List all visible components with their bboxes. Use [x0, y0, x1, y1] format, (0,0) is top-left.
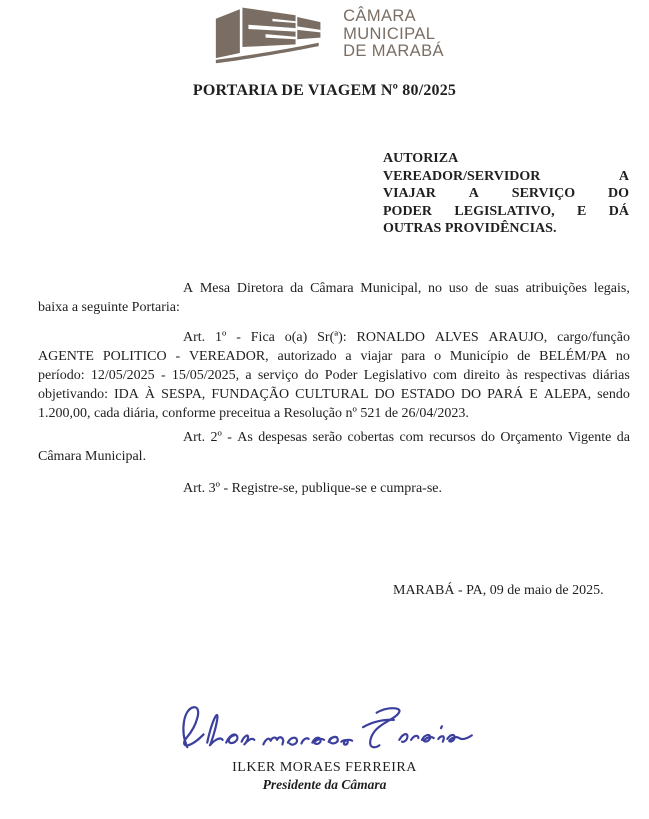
- text-line: objetivando: IDA À SESPA, FUNDAÇÃO CULTURAL DO ESTADO DO PARÁ E ALEPA, sendo: [38, 386, 630, 402]
- text-line: Art. 1º - Fica o(a) Sr(ª): RONALDO ALVES ARAUJO, cargo/função: [183, 329, 630, 345]
- signature-stroke: [328, 736, 337, 743]
- signature-stroke: [341, 739, 352, 744]
- ementa-line: AUTORIZA: [383, 151, 459, 166]
- text-line: A Mesa Diretora da Câmara Municipal, no uso de suas atribuições legais,: [183, 280, 630, 296]
- signature-stroke: [207, 714, 222, 744]
- logo-line-1: CÂMARA: [343, 7, 417, 25]
- logo-line-2: MUNICIPAL: [343, 24, 436, 43]
- text-line: 1.200,00, cada diária, conforme preceitua a Resolução nº 521 de 26/04/2023.: [38, 405, 469, 421]
- ementa-block: [383, 150, 629, 238]
- signature-stroke: [312, 737, 324, 743]
- signature-stroke: [447, 734, 471, 741]
- article-1-paragraph: [38, 328, 630, 423]
- signature-block: [0, 700, 649, 793]
- text-line: Câmara Municipal.: [38, 448, 147, 464]
- ementa-line: VEREADOR/SERVIDOR A: [383, 168, 629, 184]
- signer-name: ILKER MORAES FERREIRA: [232, 759, 417, 775]
- signature-stroke: [301, 738, 308, 743]
- article-2-paragraph: [38, 428, 630, 466]
- logo-wordmark: [343, 5, 444, 61]
- text-line: baixa a seguinte Portaria:: [38, 299, 180, 315]
- text-line: Art. 3º - Registre-se, publique-se e cumpra-se.: [183, 480, 442, 496]
- signature-stroke: [438, 736, 444, 741]
- signature-stroke: [226, 734, 237, 743]
- signature-stroke: [421, 734, 433, 741]
- ementa-line: PODER LEGISLATIVO, E DÁ: [383, 203, 629, 219]
- signature-stroke: [263, 737, 283, 744]
- article-3-paragraph: [38, 479, 630, 498]
- document-title: PORTARIA DE VIAGEM Nº 80/2025: [192, 82, 457, 99]
- letterhead: [0, 0, 649, 65]
- text-line: AGENTE POLITICO - VEREADOR, autorizado a viajar para o Município de BELÉM/PA no: [38, 348, 630, 364]
- signer-role: Presidente da Câmara: [262, 776, 387, 792]
- logo-line-3: DE MARABÁ: [343, 42, 444, 60]
- text-line: período: 12/05/2025 - 15/05/2025, a serviço do Poder Legislativo com direito às respectivas diárias: [38, 367, 630, 383]
- document-body: [38, 279, 630, 498]
- signature-stroke: [411, 735, 418, 739]
- camara-building-icon: [205, 5, 333, 65]
- text-line: Art. 2º - As despesas serão cobertas com recursos do Orçamento Vigente da: [183, 429, 630, 445]
- place-date-line: MARABÁ - PA, 09 de maio de 2025.: [393, 582, 604, 598]
- handwritten-signature: [157, 700, 493, 758]
- signature-stroke: [441, 726, 442, 728]
- ementa-line: OUTRAS PROVIDÊNCIAS.: [383, 221, 557, 236]
- signature-stroke: [241, 735, 254, 744]
- signature-stroke: [399, 734, 407, 742]
- preamble-paragraph: [38, 279, 630, 317]
- signature-stroke: [183, 707, 203, 747]
- signature-stroke: [287, 737, 296, 744]
- ementa-line: VIAJAR A SERVIÇO DO: [383, 186, 629, 201]
- signature-stroke: [370, 708, 399, 747]
